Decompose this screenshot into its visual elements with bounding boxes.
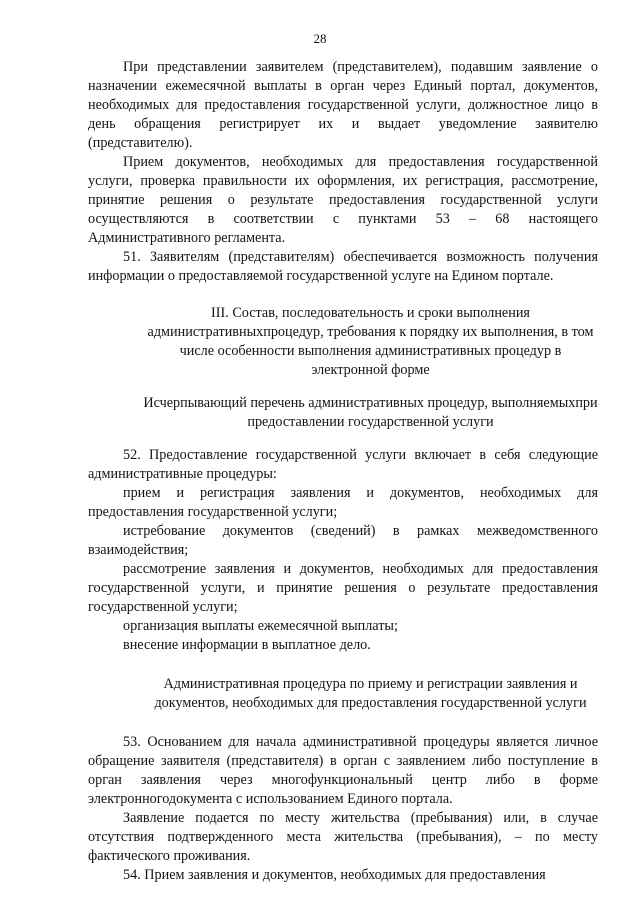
paragraph-51: 51. Заявителям (представителям) обеспечивается возможность получения информации о предоставляемой государственной услуге на Едином портале.	[88, 249, 598, 284]
paragraph-54: 54. Прием заявления и документов, необходимых для предоставления	[123, 867, 546, 883]
section-3-subheading: Исчерпывающий перечень административных процедур, выполняемыхпри предоставлении государственной услуги	[143, 395, 598, 430]
section-3-heading: III. Состав, последовательность и сроки выполнения административныхпроцедур, требования к порядку их выполнения, в том числе особенности выполнения административных процедур в электронной форме	[147, 305, 594, 378]
page-number: 28	[313, 31, 327, 46]
procedure-heading: Административная процедура по приему и регистрации заявления и документов, необходимых для предоставления государственной услуги	[154, 676, 587, 711]
paragraph-53: 53. Основанием для начала административной процедуры является личное обращение заявителя (представителя) в орган с заявлением либо поступление в орган заявления через многофункциональный центр либо в форме электронногодокумента с использованием Единого портала.	[88, 734, 598, 807]
paragraph-residence: Заявление подается по месту жительства (пребывания) или, в случае отсутствия подтвержденного места жительства (пребывания), – по месту фактического проживания.	[88, 810, 598, 864]
document-body	[88, 58, 598, 885]
paragraph-portal-submission: При представлении заявителем (представителем), подавшим заявление о назначении ежемесячной выплаты в орган через Единый портал, документов, необходимых для предоставления государственной услуги, должностное лицо в день обращения регистрирует их и выдает уведомление заявителю (представителю).	[88, 59, 598, 151]
procedure-list-item: прием и регистрация заявления и документов, необходимых для предоставления государственной услуги;	[88, 485, 598, 520]
paragraph-document-acceptance: Прием документов, необходимых для предоставления государственной услуги, проверка правильности их оформления, их регистрация, рассмотрение, принятие решения о результате предоставления государственной услуги осуществляются в соответствии с пунктами 53 – 68 настоящего Административного регламента.	[88, 154, 598, 246]
procedure-list-item: рассмотрение заявления и документов, необходимых для предоставления государственной услуги, и принятие решения о результате предоставления государственной услуги;	[88, 561, 598, 615]
procedure-list-item: организация выплаты ежемесячной выплаты;	[123, 618, 398, 634]
procedure-list-item: истребование документов (сведений) в рамках межведомственного взаимодействия;	[88, 523, 598, 558]
paragraph-52-intro: 52. Предоставление государственной услуги включает в себя следующие административные процедуры:	[88, 447, 598, 482]
procedure-list-item: внесение информации в выплатное дело.	[123, 637, 371, 653]
